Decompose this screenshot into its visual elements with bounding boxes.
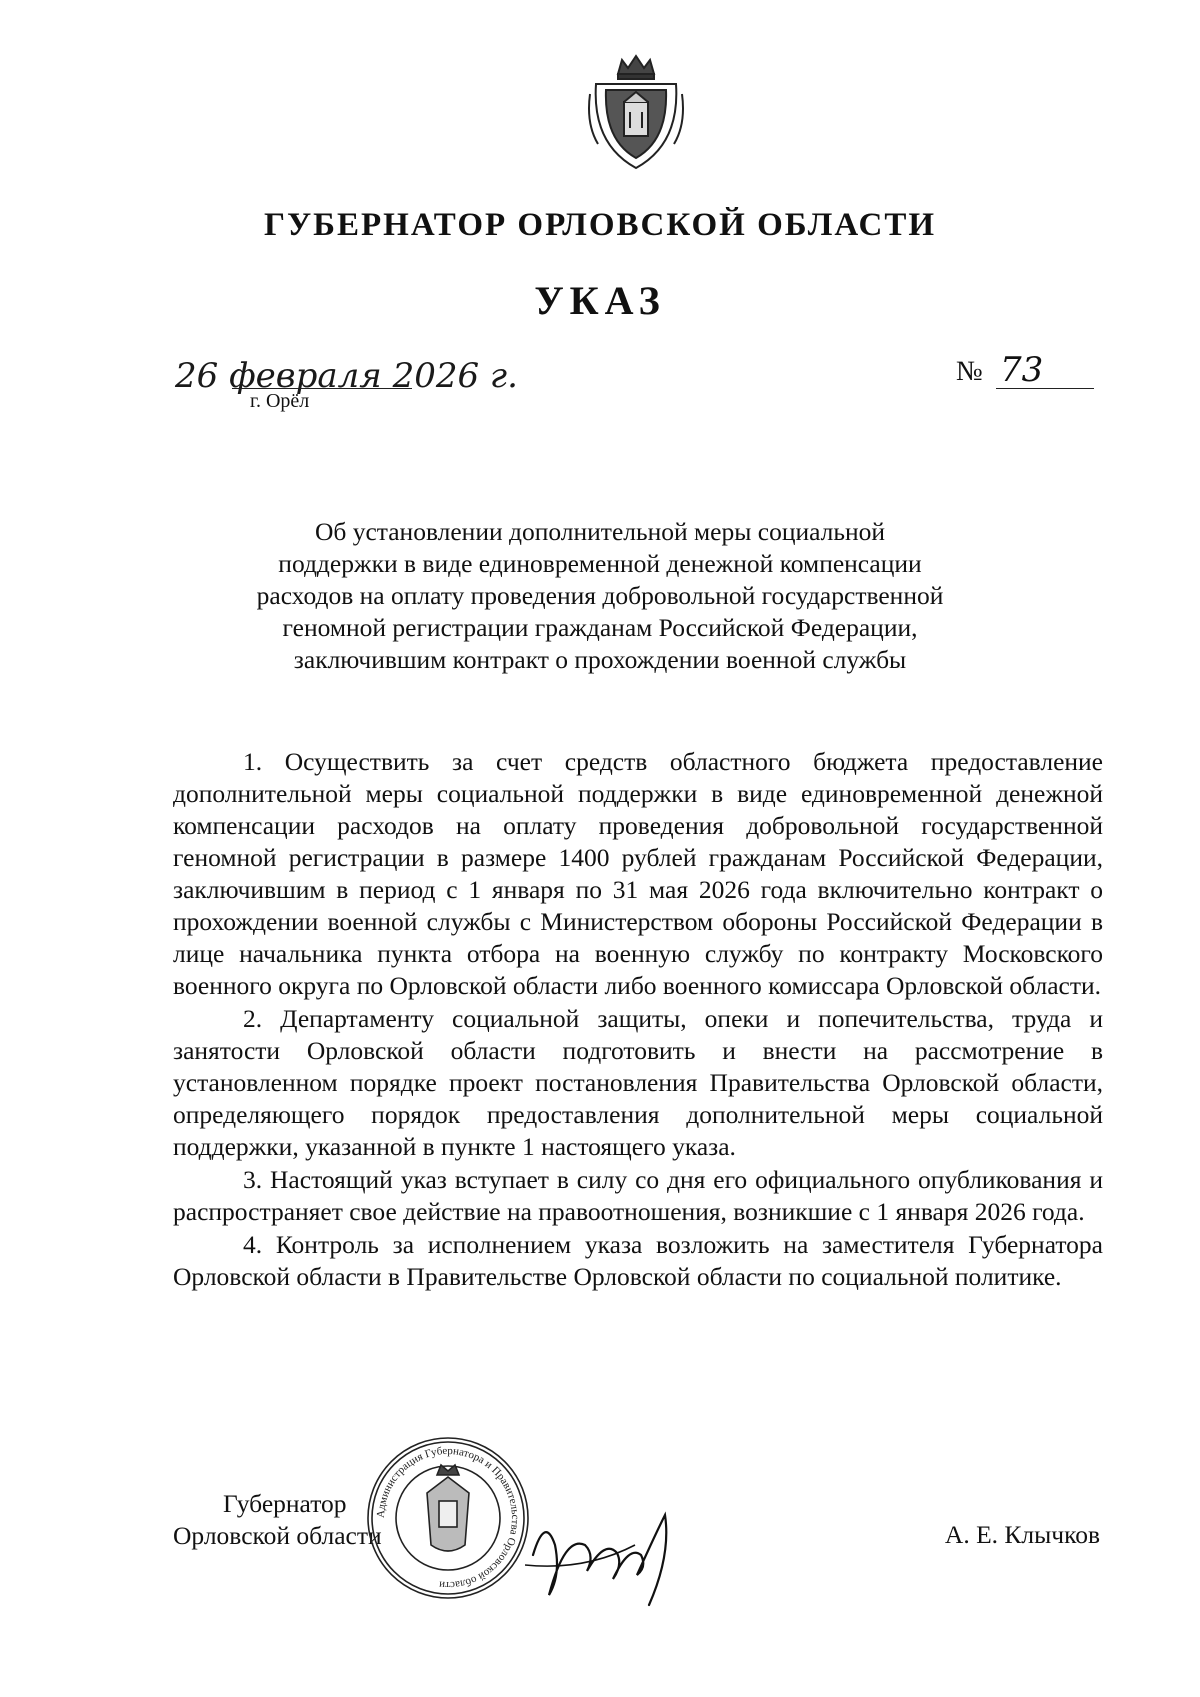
issuing-authority: ГУБЕРНАТОР ОРЛОВСКОЙ ОБЛАСТИ <box>263 207 937 243</box>
signatory-name: А. Е. Клычков <box>944 1520 1100 1549</box>
title-line: расходов на оплату проведения добровольной государственной <box>256 581 944 610</box>
paragraph-3: 3. Настоящий указ вступает в силу со дня его официального опубликования и распространяет свое действие на правоотношения, возникшие с 1 января 2026 года. <box>173 1165 1103 1226</box>
position-line: Орловской области <box>173 1521 382 1550</box>
paragraph-2: 2. Департаменту социальной защиты, опеки и попечительства, труда и занятости Орловской области подготовить и внести на рассмотрение в установленном порядке проект постановления Правительства Орловской области, определяющего порядок предоставления дополнительной меры социальной поддержки, указанной в пункте 1 настоящего указа. <box>173 1004 1103 1161</box>
paragraph-1: 1. Осуществить за счет средств областного бюджета предоставление дополнительной меры социальной поддержки в виде единовременной денежной компенсации расходов на оплату проведения добровольной государственной геномной регистрации в размере 1400 рублей гражданам Российской Федерации, заключившим в период с 1 января по 31 мая 2026 года включительно контракт о прохождении военной службы с Министерством обороны Российской Федерации в лице начальника пункта отбора на военную службу по контракту Московского военного округа по Орловской области либо военного комиссара Орловской области. <box>173 747 1103 1000</box>
official-seal-icon <box>365 1435 531 1601</box>
coat-of-arms-icon <box>588 54 684 172</box>
document-type: УКАЗ <box>534 278 666 323</box>
svg-text:Администрация Губернатора и Пр: Администрация Губернатора и Правительства Орловской области <box>374 1444 522 1592</box>
decree-number: 73 <box>1000 350 1044 390</box>
issue-city: г. Орёл <box>250 390 310 412</box>
paragraph-4: 4. Контроль за исполнением указа возложить на заместителя Губернатора Орловской области в Правительстве Орловской области по социальной политике. <box>173 1230 1103 1291</box>
decree-body <box>173 746 1103 1294</box>
title-line: заключившим контракт о прохождении военной службы <box>293 645 907 674</box>
title-line: геномной регистрации гражданам Российской Федерации, <box>282 613 918 642</box>
signatory-position <box>173 1488 382 1552</box>
date-underline <box>232 388 412 389</box>
title-line: Об установлении дополнительной меры социальной <box>314 517 886 546</box>
number-prefix: № <box>956 356 983 387</box>
title-line: поддержки в виде единовременной денежной компенсации <box>278 549 922 578</box>
position-line: Губернатор <box>223 1489 347 1518</box>
handwritten-signature-icon <box>525 1475 685 1615</box>
decree-title <box>150 516 1050 676</box>
number-underline <box>996 388 1094 389</box>
decree-date: 26 февраля 2026 г. <box>175 356 518 396</box>
